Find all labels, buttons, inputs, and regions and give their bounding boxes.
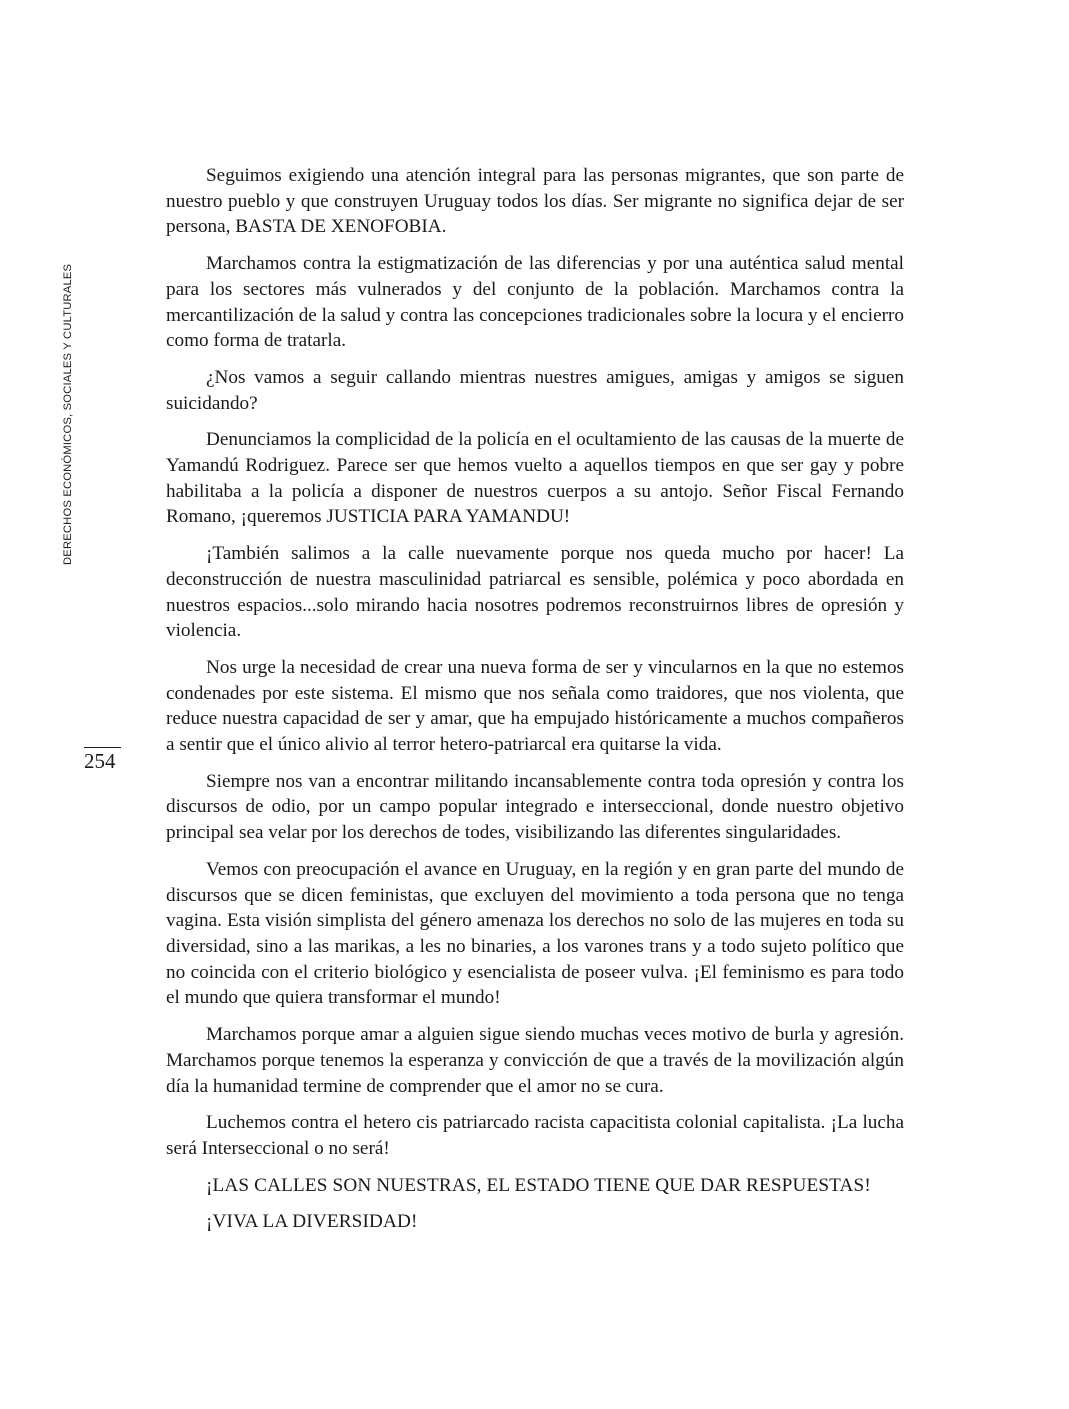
closing-slogan: ¡VIVA LA DIVERSIDAD! (206, 1210, 418, 1232)
page-number: 254 (84, 749, 116, 773)
body-text (166, 163, 904, 1245)
page-number-rule (84, 747, 121, 748)
paragraph: Seguimos exigiendo una atención integral para las personas migrantes, que son parte de nuestro pueblo y que construyen Uruguay todos los días. Ser migrante no significa dejar de ser persona, BASTA DE XENOFOBIA. (166, 165, 904, 238)
paragraph: Siempre nos van a encontrar militando incansablemente contra toda opresión y contra los discursos de odio, por un campo popular integrado e interseccional, donde nuestro objetivo principal sea velar por los derechos de todes, visibilizando las diferentes singularidades. (166, 770, 904, 844)
paragraph: Vemos con preocupación el avance en Uruguay, en la región y en gran parte del mundo de discursos que se dicen feministas, que excluyen del movimiento a toda persona que no tenga vagina. Esta visión simplista del género amenaza los derechos no solo de las mujeres en toda su diversidad, sino a las marikas, a les no binaries, a los varones trans y a todo sujeto político que no coincida con el criterio biológico y esencialista de poseer vulva. ¡El feminismo es para todo el mundo que quiera transformar el mundo! (166, 858, 904, 1009)
closing-slogan: ¡LAS CALLES SON NUESTRAS, EL ESTADO TIENE QUE DAR RESPUESTAS! (206, 1174, 871, 1196)
paragraph: Marchamos porque amar a alguien sigue siendo muchas veces motivo de burla y agresión. Marchamos porque tenemos la esperanza y convicción de que a través de la movilización algún día la humanidad termine de comprender que el amor no se cura. (166, 1024, 904, 1097)
paragraph: Marchamos contra la estigmatización de las diferencias y por una auténtica salud mental para los sectores más vulnerados y del conjunto de la población. Marchamos contra la mercantilización de la salud y contra las concepciones tradicionales sobre la locura y el encierro como forma de tratarla. (166, 253, 904, 352)
running-header: DERECHOS ECONÓMICOS, SOCIALES Y CULTURALES (62, 263, 74, 565)
paragraph: ¿Nos vamos a seguir callando mientras nuestres amigues, amigas y amigos se siguen suicidando? (166, 366, 904, 414)
paragraph: Denunciamos la complicidad de la policía en el ocultamiento de las causas de la muerte de Yamandú Rodriguez. Parece ser que hemos vuelto a aquellos tiempos en que ser gay y pobre habilitaba a la policía a disponer de nuestros cuerpos a su antojo. Señor Fiscal Fernando Romano, ¡queremos JUSTICIA PARA YAMANDU! (166, 429, 904, 528)
paragraph: ¡También salimos a la calle nuevamente porque nos queda mucho por hacer! La deconstrucción de nuestra masculinidad patriarcal es sensible, polémica y poco abordada en nuestros espacios...solo mirando hacia nosotres podremos reconstruirnos libres de opresión y violencia. (166, 543, 904, 642)
paragraph: Nos urge la necesidad de crear una nueva forma de ser y vincularnos en la que no estemos condenades por este sistema. El mismo que nos señala como traidores, que nos violenta, que reduce nuestra capacidad de ser y amar, que ha empujado históricamente a muchos compañeros a sentir que el único alivio al terror hetero-patriarcal era quitarse la vida. (166, 656, 904, 756)
paragraph: Luchemos contra el hetero cis patriarcado racista capacitista colonial capitalista. ¡La lucha será Interseccional o no será! (166, 1112, 904, 1159)
